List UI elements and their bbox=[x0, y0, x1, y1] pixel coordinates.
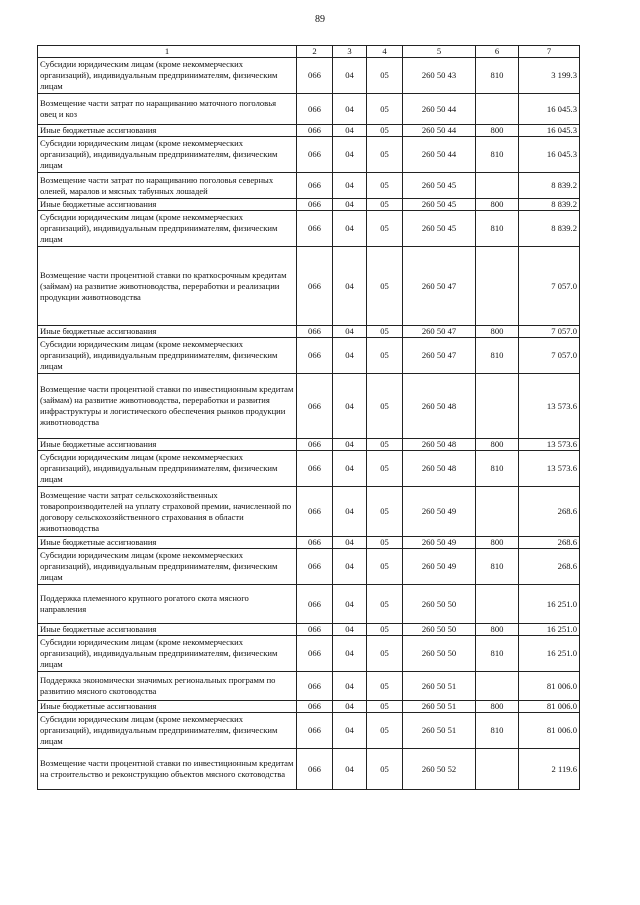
section-code-cell: 04 bbox=[333, 672, 367, 701]
section-code-cell: 04 bbox=[333, 137, 367, 173]
amount-cell: 3 199.3 bbox=[519, 58, 580, 94]
section-code-cell: 04 bbox=[333, 125, 367, 137]
section-code-cell: 04 bbox=[333, 624, 367, 636]
expense-type-cell: 800 bbox=[476, 624, 519, 636]
ministry-code-cell: 066 bbox=[297, 713, 333, 749]
target-article-cell: 260 50 45 bbox=[403, 211, 476, 247]
table-row bbox=[38, 672, 580, 701]
section-code-cell: 04 bbox=[333, 247, 367, 326]
amount-cell: 8 839.2 bbox=[519, 211, 580, 247]
section-code-cell: 04 bbox=[333, 58, 367, 94]
row-name-cell: Возмещение части затрат по наращиванию поголовья северных оленей, маралов и мясных табунных лошадей bbox=[38, 173, 297, 199]
subsection-code-cell: 05 bbox=[367, 451, 403, 487]
section-code-cell: 04 bbox=[333, 585, 367, 624]
row-name-cell: Иные бюджетные ассигнования bbox=[38, 624, 297, 636]
amount-cell: 81 006.0 bbox=[519, 701, 580, 713]
target-article-cell: 260 50 47 bbox=[403, 338, 476, 374]
ministry-code-cell: 066 bbox=[297, 173, 333, 199]
target-article-cell: 260 50 48 bbox=[403, 451, 476, 487]
header-cell: 1 bbox=[38, 46, 297, 58]
section-code-cell: 04 bbox=[333, 211, 367, 247]
row-name-cell: Субсидии юридическим лицам (кроме некоммерческих организаций), индивидуальным предпринимателям, физическим лицам bbox=[38, 211, 297, 247]
subsection-code-cell: 05 bbox=[367, 58, 403, 94]
table-row bbox=[38, 326, 580, 338]
expense-type-cell: 810 bbox=[476, 137, 519, 173]
row-name-cell: Иные бюджетные ассигнования bbox=[38, 326, 297, 338]
subsection-code-cell: 05 bbox=[367, 94, 403, 125]
ministry-code-cell: 066 bbox=[297, 749, 333, 790]
subsection-code-cell: 05 bbox=[367, 326, 403, 338]
expense-type-cell bbox=[476, 749, 519, 790]
expense-type-cell: 800 bbox=[476, 439, 519, 451]
subsection-code-cell: 05 bbox=[367, 374, 403, 439]
table-row bbox=[38, 211, 580, 247]
expense-type-cell: 800 bbox=[476, 326, 519, 338]
subsection-code-cell: 05 bbox=[367, 173, 403, 199]
subsection-code-cell: 05 bbox=[367, 338, 403, 374]
row-name-cell: Возмещение части затрат сельскохозяйственных товаропроизводителей на уплату страховой премии, начисленной по договору сельскохозяйственного страхования в области животноводства bbox=[38, 487, 297, 537]
budget-table bbox=[37, 45, 580, 790]
target-article-cell: 260 50 49 bbox=[403, 487, 476, 537]
ministry-code-cell: 066 bbox=[297, 636, 333, 672]
ministry-code-cell: 066 bbox=[297, 125, 333, 137]
target-article-cell: 260 50 45 bbox=[403, 173, 476, 199]
amount-cell: 81 006.0 bbox=[519, 713, 580, 749]
header-cell: 2 bbox=[297, 46, 333, 58]
header-cell: 5 bbox=[403, 46, 476, 58]
section-code-cell: 04 bbox=[333, 94, 367, 125]
target-article-cell: 260 50 48 bbox=[403, 439, 476, 451]
subsection-code-cell: 05 bbox=[367, 672, 403, 701]
target-article-cell: 260 50 45 bbox=[403, 199, 476, 211]
ministry-code-cell: 066 bbox=[297, 624, 333, 636]
subsection-code-cell: 05 bbox=[367, 487, 403, 537]
ministry-code-cell: 066 bbox=[297, 439, 333, 451]
row-name-cell: Возмещение части процентной ставки по краткосрочным кредитам (займам) на развитие животноводства, переработки и реализации продукции животноводства bbox=[38, 247, 297, 326]
table-row bbox=[38, 636, 580, 672]
subsection-code-cell: 05 bbox=[367, 537, 403, 549]
table-row bbox=[38, 58, 580, 94]
section-code-cell: 04 bbox=[333, 636, 367, 672]
section-code-cell: 04 bbox=[333, 326, 367, 338]
ministry-code-cell: 066 bbox=[297, 374, 333, 439]
target-article-cell: 260 50 49 bbox=[403, 549, 476, 585]
header-cell: 7 bbox=[519, 46, 580, 58]
subsection-code-cell: 05 bbox=[367, 585, 403, 624]
expense-type-cell: 800 bbox=[476, 537, 519, 549]
ministry-code-cell: 066 bbox=[297, 137, 333, 173]
ministry-code-cell: 066 bbox=[297, 338, 333, 374]
row-name-cell: Поддержка племенного крупного рогатого скота мясного направления bbox=[38, 585, 297, 624]
ministry-code-cell: 066 bbox=[297, 211, 333, 247]
expense-type-cell: 800 bbox=[476, 701, 519, 713]
expense-type-cell: 810 bbox=[476, 58, 519, 94]
ministry-code-cell: 066 bbox=[297, 585, 333, 624]
ministry-code-cell: 066 bbox=[297, 247, 333, 326]
ministry-code-cell: 066 bbox=[297, 451, 333, 487]
table-row bbox=[38, 338, 580, 374]
amount-cell: 8 839.2 bbox=[519, 199, 580, 211]
header-cell: 3 bbox=[333, 46, 367, 58]
amount-cell: 7 057.0 bbox=[519, 338, 580, 374]
table-row bbox=[38, 247, 580, 326]
amount-cell: 16 251.0 bbox=[519, 624, 580, 636]
target-article-cell: 260 50 47 bbox=[403, 247, 476, 326]
row-name-cell: Возмещение части процентной ставки по инвестиционным кредитам (займам) на развитие животноводства, переработки и развития инфраструктуры и логистического обеспечения рынков продукции животноводства bbox=[38, 374, 297, 439]
target-article-cell: 260 50 51 bbox=[403, 672, 476, 701]
ministry-code-cell: 066 bbox=[297, 326, 333, 338]
row-name-cell: Субсидии юридическим лицам (кроме некоммерческих организаций), индивидуальным предпринимателям, физическим лицам bbox=[38, 338, 297, 374]
amount-cell: 268.6 bbox=[519, 487, 580, 537]
row-name-cell: Субсидии юридическим лицам (кроме некоммерческих организаций), индивидуальным предпринимателям, физическим лицам bbox=[38, 137, 297, 173]
subsection-code-cell: 05 bbox=[367, 247, 403, 326]
ministry-code-cell: 066 bbox=[297, 701, 333, 713]
row-name-cell: Возмещение части процентной ставки по инвестиционным кредитам на строительство и реконструкцию объектов мясного скотоводства bbox=[38, 749, 297, 790]
subsection-code-cell: 05 bbox=[367, 199, 403, 211]
subsection-code-cell: 05 bbox=[367, 636, 403, 672]
expense-type-cell: 800 bbox=[476, 125, 519, 137]
header-cell: 4 bbox=[367, 46, 403, 58]
table-row bbox=[38, 749, 580, 790]
page-number: 89 bbox=[315, 14, 325, 25]
amount-cell: 2 119.6 bbox=[519, 749, 580, 790]
ministry-code-cell: 066 bbox=[297, 58, 333, 94]
table-row bbox=[38, 137, 580, 173]
table-row bbox=[38, 94, 580, 125]
expense-type-cell: 810 bbox=[476, 211, 519, 247]
amount-cell: 81 006.0 bbox=[519, 672, 580, 701]
table-row bbox=[38, 487, 580, 537]
target-article-cell: 260 50 52 bbox=[403, 749, 476, 790]
target-article-cell: 260 50 51 bbox=[403, 701, 476, 713]
table-row bbox=[38, 451, 580, 487]
table-row bbox=[38, 549, 580, 585]
amount-cell: 16 251.0 bbox=[519, 585, 580, 624]
subsection-code-cell: 05 bbox=[367, 439, 403, 451]
table-row bbox=[38, 585, 580, 624]
row-name-cell: Иные бюджетные ассигнования bbox=[38, 439, 297, 451]
amount-cell: 16 251.0 bbox=[519, 636, 580, 672]
row-name-cell: Поддержка экономически значимых региональных программ по развитию мясного скотоводства bbox=[38, 672, 297, 701]
amount-cell: 16 045.3 bbox=[519, 137, 580, 173]
target-article-cell: 260 50 47 bbox=[403, 326, 476, 338]
header-cell: 6 bbox=[476, 46, 519, 58]
target-article-cell: 260 50 43 bbox=[403, 58, 476, 94]
row-name-cell: Субсидии юридическим лицам (кроме некоммерческих организаций), индивидуальным предпринимателям, физическим лицам bbox=[38, 451, 297, 487]
expense-type-cell bbox=[476, 585, 519, 624]
row-name-cell: Иные бюджетные ассигнования bbox=[38, 701, 297, 713]
ministry-code-cell: 066 bbox=[297, 199, 333, 211]
target-article-cell: 260 50 48 bbox=[403, 374, 476, 439]
row-name-cell: Иные бюджетные ассигнования bbox=[38, 537, 297, 549]
row-name-cell: Субсидии юридическим лицам (кроме некоммерческих организаций), индивидуальным предпринимателям, физическим лицам bbox=[38, 713, 297, 749]
amount-cell: 13 573.6 bbox=[519, 439, 580, 451]
amount-cell: 268.6 bbox=[519, 549, 580, 585]
ministry-code-cell: 066 bbox=[297, 94, 333, 125]
row-name-cell: Субсидии юридическим лицам (кроме некоммерческих организаций), индивидуальным предпринимателям, физическим лицам bbox=[38, 636, 297, 672]
section-code-cell: 04 bbox=[333, 537, 367, 549]
target-article-cell: 260 50 44 bbox=[403, 137, 476, 173]
ministry-code-cell: 066 bbox=[297, 487, 333, 537]
table-row bbox=[38, 439, 580, 451]
amount-cell: 8 839.2 bbox=[519, 173, 580, 199]
row-name-cell: Возмещение части затрат по наращиванию маточного поголовья овец и коз bbox=[38, 94, 297, 125]
row-name-cell: Субсидии юридическим лицам (кроме некоммерческих организаций), индивидуальным предпринимателям, физическим лицам bbox=[38, 58, 297, 94]
amount-cell: 7 057.0 bbox=[519, 247, 580, 326]
target-article-cell: 260 50 50 bbox=[403, 585, 476, 624]
table-row bbox=[38, 374, 580, 439]
section-code-cell: 04 bbox=[333, 374, 367, 439]
target-article-cell: 260 50 51 bbox=[403, 713, 476, 749]
expense-type-cell bbox=[476, 374, 519, 439]
expense-type-cell: 810 bbox=[476, 549, 519, 585]
subsection-code-cell: 05 bbox=[367, 624, 403, 636]
section-code-cell: 04 bbox=[333, 173, 367, 199]
amount-cell: 16 045.3 bbox=[519, 125, 580, 137]
target-article-cell: 260 50 44 bbox=[403, 94, 476, 125]
target-article-cell: 260 50 49 bbox=[403, 537, 476, 549]
expense-type-cell bbox=[476, 173, 519, 199]
row-name-cell: Иные бюджетные ассигнования bbox=[38, 199, 297, 211]
subsection-code-cell: 05 bbox=[367, 749, 403, 790]
expense-type-cell: 810 bbox=[476, 713, 519, 749]
amount-cell: 13 573.6 bbox=[519, 374, 580, 439]
subsection-code-cell: 05 bbox=[367, 713, 403, 749]
subsection-code-cell: 05 bbox=[367, 137, 403, 173]
table-row bbox=[38, 199, 580, 211]
table-row bbox=[38, 125, 580, 137]
section-code-cell: 04 bbox=[333, 487, 367, 537]
section-code-cell: 04 bbox=[333, 713, 367, 749]
ministry-code-cell: 066 bbox=[297, 672, 333, 701]
subsection-code-cell: 05 bbox=[367, 211, 403, 247]
table-row bbox=[38, 713, 580, 749]
expense-type-cell bbox=[476, 94, 519, 125]
row-name-cell: Иные бюджетные ассигнования bbox=[38, 125, 297, 137]
section-code-cell: 04 bbox=[333, 199, 367, 211]
section-code-cell: 04 bbox=[333, 749, 367, 790]
table-row bbox=[38, 624, 580, 636]
target-article-cell: 260 50 44 bbox=[403, 125, 476, 137]
target-article-cell: 260 50 50 bbox=[403, 636, 476, 672]
subsection-code-cell: 05 bbox=[367, 701, 403, 713]
header-row bbox=[38, 46, 580, 58]
section-code-cell: 04 bbox=[333, 439, 367, 451]
expense-type-cell: 810 bbox=[476, 636, 519, 672]
table-row bbox=[38, 537, 580, 549]
ministry-code-cell: 066 bbox=[297, 549, 333, 585]
ministry-code-cell: 066 bbox=[297, 537, 333, 549]
amount-cell: 268.6 bbox=[519, 537, 580, 549]
amount-cell: 16 045.3 bbox=[519, 94, 580, 125]
target-article-cell: 260 50 50 bbox=[403, 624, 476, 636]
section-code-cell: 04 bbox=[333, 338, 367, 374]
amount-cell: 7 057.0 bbox=[519, 326, 580, 338]
table-row bbox=[38, 173, 580, 199]
amount-cell: 13 573.6 bbox=[519, 451, 580, 487]
expense-type-cell bbox=[476, 247, 519, 326]
row-name-cell: Субсидии юридическим лицам (кроме некоммерческих организаций), индивидуальным предпринимателям, физическим лицам bbox=[38, 549, 297, 585]
subsection-code-cell: 05 bbox=[367, 125, 403, 137]
expense-type-cell: 810 bbox=[476, 451, 519, 487]
table-body bbox=[38, 58, 580, 790]
section-code-cell: 04 bbox=[333, 549, 367, 585]
expense-type-cell: 810 bbox=[476, 338, 519, 374]
subsection-code-cell: 05 bbox=[367, 549, 403, 585]
expense-type-cell: 800 bbox=[476, 199, 519, 211]
section-code-cell: 04 bbox=[333, 701, 367, 713]
expense-type-cell bbox=[476, 672, 519, 701]
table-row bbox=[38, 701, 580, 713]
section-code-cell: 04 bbox=[333, 451, 367, 487]
expense-type-cell bbox=[476, 487, 519, 537]
